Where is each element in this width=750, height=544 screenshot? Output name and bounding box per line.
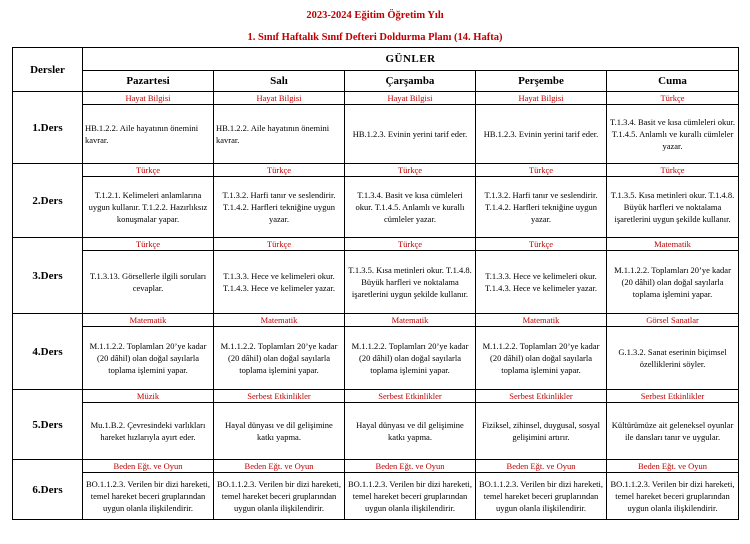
subject-label: Türkçe xyxy=(607,92,738,105)
subject-label: Serbest Etkinlikler xyxy=(607,390,738,403)
subject-label: Beden Eğt. ve Oyun xyxy=(214,460,344,473)
subject-label: Beden Eğt. ve Oyun xyxy=(607,460,738,473)
subject-label: Türkçe xyxy=(607,164,738,177)
subject-label: Matematik xyxy=(607,238,738,251)
lesson-content: M.1.1.2.2. Toplamları 20’ye kadar (20 dâhil) olan doğal sayılarla toplama işlemini yapar. xyxy=(351,341,469,375)
subject-label: Serbest Etkinlikler xyxy=(345,390,475,403)
lesson-content: Hayal dünyası ve dil gelişimine katkı yapma. xyxy=(225,420,333,442)
page-title: 2023-2024 Eğitim Öğretim Yılı xyxy=(306,10,444,21)
lesson-content: HB.1.2.2. Aile hayatının önemini kavrar. xyxy=(216,123,330,145)
lesson-cell xyxy=(345,164,476,238)
day-header-sali: Salı xyxy=(214,71,345,92)
lesson-content: Kültürümüze ait geleneksel oyunlar ile dansları tanır ve uygular. xyxy=(611,420,734,442)
row-label: 4.Ders xyxy=(13,314,83,390)
lesson-cell xyxy=(214,314,345,390)
table-row xyxy=(13,92,739,164)
lesson-cell xyxy=(83,92,214,164)
lesson-cell xyxy=(345,314,476,390)
subject-label: Hayat Bilgisi xyxy=(345,92,475,105)
lesson-content: Hayal dünyası ve dil gelişimine katkı yapma. xyxy=(356,420,464,442)
lesson-cell xyxy=(607,390,739,460)
lesson-content: T.1.3.5. Kısa metinleri okur. T.1.4.8. Büyük harfleri ve noktalama işaretlerini uygun şekilde kullanır. xyxy=(348,265,472,299)
subject-label: Türkçe xyxy=(345,238,475,251)
lesson-cell xyxy=(607,238,739,314)
lesson-content: M.1.1.2.2. Toplamları 20’ye kadar (20 dâhil) olan doğal sayılarla toplama işlemini yapar. xyxy=(482,341,600,375)
subject-label: Matematik xyxy=(214,314,344,327)
lesson-content: M.1.1.2.2. Toplamları 20’ye kadar (20 dâhil) olan doğal sayılarla toplama işlemini yapar. xyxy=(89,341,207,375)
subject-label: Matematik xyxy=(476,314,606,327)
lesson-content: BO.1.1.2.3. Verilen bir dizi hareketi, temel hareket beceri gruplarından uygun olanla ilişkilendirir. xyxy=(479,479,604,513)
lesson-cell xyxy=(476,92,607,164)
lesson-cell xyxy=(83,238,214,314)
lesson-content: HB.1.2.2. Aile hayatının önemini kavrar. xyxy=(85,123,199,145)
lesson-cell xyxy=(83,164,214,238)
lesson-content: BO.1.1.2.3. Verilen bir dizi hareketi, temel hareket beceri gruplarından uygun olanla ilişkilendirir. xyxy=(348,479,473,513)
lesson-cell xyxy=(345,92,476,164)
lesson-cell xyxy=(83,314,214,390)
subject-label: Matematik xyxy=(345,314,475,327)
lesson-content: T.1.3.3. Hece ve kelimeleri okur. T.1.4.3. Hece ve kelimeler yazar. xyxy=(485,271,597,293)
subject-label: Beden Eğt. ve Oyun xyxy=(345,460,475,473)
lesson-cell xyxy=(345,390,476,460)
day-header-pazartesi: Pazartesi xyxy=(83,71,214,92)
subject-label: Matematik xyxy=(83,314,213,327)
lesson-content: T.1.3.13. Görsellerle ilgili soruları cevaplar. xyxy=(89,271,207,293)
row-label: 3.Ders xyxy=(13,238,83,314)
lesson-content: T.1.3.4. Basit ve kısa cümleleri okur. T.1.4.5. Anlamlı ve kurallı cümleler yazar. xyxy=(355,190,465,224)
subject-label: Hayat Bilgisi xyxy=(83,92,213,105)
subject-label: Türkçe xyxy=(214,164,344,177)
table-row xyxy=(13,390,739,460)
weekly-plan-table xyxy=(12,47,739,520)
lesson-content: T.1.3.5. Kısa metinleri okur. T.1.4.8. Büyük harfleri ve noktalama işaretlerini uygun şekilde kullanır. xyxy=(610,190,735,224)
lesson-cell xyxy=(83,460,214,520)
subject-label: Hayat Bilgisi xyxy=(476,92,606,105)
subject-label: Türkçe xyxy=(83,238,213,251)
row-label: 5.Ders xyxy=(13,390,83,460)
row-label: 2.Ders xyxy=(13,164,83,238)
lesson-content: T.1.3.2. Harfi tanır ve seslendirir. T.1.4.2. Harfleri tekniğine uygun yazar. xyxy=(222,190,336,224)
lesson-content: HB.1.2.3. Evinin yerini tarif eder. xyxy=(483,129,599,139)
lesson-cell xyxy=(345,460,476,520)
page-subtitle: 1. Sınıf Haftalık Sınıf Defteri Doldurma Planı (14. Hafta) xyxy=(247,32,503,43)
lesson-cell xyxy=(214,92,345,164)
lesson-cell xyxy=(607,460,739,520)
lesson-cell xyxy=(214,238,345,314)
gunler-header: GÜNLER xyxy=(83,48,739,71)
table-row xyxy=(13,314,739,390)
lesson-cell xyxy=(345,238,476,314)
lesson-content: Fiziksel, zihinsel, duygusal, sosyal gelişimini artırır. xyxy=(481,420,601,442)
lesson-cell xyxy=(214,460,345,520)
lesson-content: T.1.2.1. Kelimeleri anlamlarına uygun kullanır. T.1.2.2. Hazırlıksız konuşmalar yapar. xyxy=(88,190,208,224)
lesson-cell xyxy=(476,238,607,314)
lesson-cell xyxy=(476,164,607,238)
day-header-persembe: Perşembe xyxy=(476,71,607,92)
day-header-carsamba: Çarşamba xyxy=(345,71,476,92)
subject-label: Serbest Etkinlikler xyxy=(476,390,606,403)
lesson-cell xyxy=(607,314,739,390)
lesson-content: M.1.1.2.2. Toplamları 20’ye kadar (20 dâhil) olan doğal sayılarla toplama işlemini yapar. xyxy=(220,341,338,375)
subject-label: Türkçe xyxy=(214,238,344,251)
dersler-header: Dersler xyxy=(13,48,83,92)
lesson-content: T.1.3.2. Harfi tanır ve seslendirir. T.1.4.2. Harfleri tekniğine uygun yazar. xyxy=(484,190,598,224)
lesson-cell xyxy=(214,390,345,460)
lesson-content: T.1.3.3. Hece ve kelimeleri okur. T.1.4.3. Hece ve kelimeler yazar. xyxy=(223,271,335,293)
table-row xyxy=(13,460,739,520)
lesson-cell xyxy=(476,460,607,520)
lesson-content: Mu.1.B.2. Çevresindeki varlıkları hareket hızlarıyla ayırt eder. xyxy=(90,420,206,442)
lesson-content: T.1.3.4. Basit ve kısa cümleleri okur. T.1.4.5. Anlamlı ve kurallı cümleler yazar. xyxy=(610,117,735,151)
subject-label: Hayat Bilgisi xyxy=(214,92,344,105)
lesson-content: M.1.1.2.2. Toplamları 20’ye kadar (20 dâhil) olan doğal sayılarla toplama işlemini yapar. xyxy=(614,265,731,299)
row-label: 1.Ders xyxy=(13,92,83,164)
subject-label: Türkçe xyxy=(345,164,475,177)
subject-label: Müzik xyxy=(83,390,213,403)
lesson-cell xyxy=(476,390,607,460)
subject-label: Beden Eğt. ve Oyun xyxy=(476,460,606,473)
lesson-cell xyxy=(476,314,607,390)
lesson-content: HB.1.2.3. Evinin yerini tarif eder. xyxy=(352,129,468,139)
lesson-content: BO.1.1.2.3. Verilen bir dizi hareketi, temel hareket beceri gruplarından uygun olanla ilişkilendirir. xyxy=(86,479,211,513)
lesson-cell xyxy=(607,164,739,238)
table-row xyxy=(13,238,739,314)
subject-label: Görsel Sanatlar xyxy=(607,314,738,327)
subject-label: Beden Eğt. ve Oyun xyxy=(83,460,213,473)
subject-label: Türkçe xyxy=(476,238,606,251)
subject-label: Türkçe xyxy=(83,164,213,177)
lesson-cell xyxy=(83,390,214,460)
lesson-content: G.1.3.2. Sanat eserinin biçimsel özelliklerini söyler. xyxy=(618,347,727,369)
lesson-content: BO.1.1.2.3. Verilen bir dizi hareketi, temel hareket beceri gruplarından uygun olanla ilişkilendirir. xyxy=(610,479,735,513)
day-header-cuma: Cuma xyxy=(607,71,739,92)
row-label: 6.Ders xyxy=(13,460,83,520)
lesson-cell xyxy=(607,92,739,164)
subject-label: Serbest Etkinlikler xyxy=(214,390,344,403)
lesson-cell xyxy=(214,164,345,238)
table-row xyxy=(13,164,739,238)
subject-label: Türkçe xyxy=(476,164,606,177)
lesson-content: BO.1.1.2.3. Verilen bir dizi hareketi, temel hareket beceri gruplarından uygun olanla ilişkilendirir. xyxy=(217,479,342,513)
